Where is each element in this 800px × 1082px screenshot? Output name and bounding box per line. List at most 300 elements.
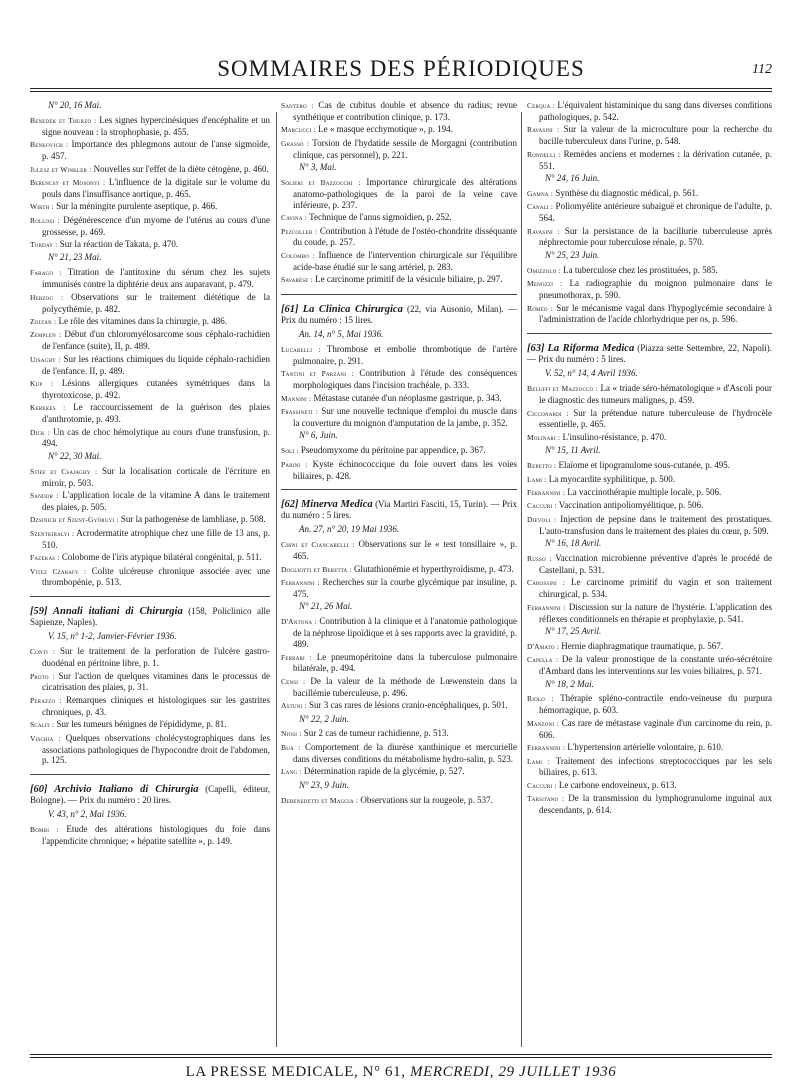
entry-authors: Capella : (527, 655, 559, 665)
entry-authors: Repetto : (527, 461, 557, 471)
header-rule (30, 88, 772, 89)
entry-authors: Ferrannini : (527, 602, 566, 612)
article-entry (30, 733, 270, 767)
article-entry (281, 212, 517, 224)
article-entry (281, 742, 517, 765)
entry-title: Sur la valeur de la microculture pour la recherche du bacille tuberculeux dans l'urine, p. 548. (539, 124, 772, 147)
issue-heading: N° 17, 25 Avril. (545, 625, 602, 636)
entry-authors: Conti : (30, 647, 56, 657)
entry-authors: Julesz et Winkler : (30, 164, 92, 174)
entry-authors: Farago : (30, 268, 62, 278)
entry-authors: Molinari : (527, 432, 561, 442)
issue-heading: V. 43, n° 2, Mai 1936. (48, 809, 127, 820)
article-entry (281, 700, 517, 712)
article-entry (281, 728, 517, 740)
article-entry (527, 641, 772, 653)
footer-date: MERCREDI, 29 JUILLET 1936 (409, 1064, 617, 1080)
article-entry (527, 226, 772, 249)
article-entry (281, 616, 517, 650)
entry-title: Elaïome et lipogranulome sous-cutanée, p. 495. (556, 460, 730, 471)
section-separator (281, 294, 517, 295)
entry-title: Sur les tumeurs bénignes de l'épididyme, p. 81. (54, 719, 227, 730)
entry-title: Sur la prétendue nature tuberculeuse de l'hydrocèle essentielle, p. 465. (539, 407, 772, 430)
entry-title: Comportement de la diurèse xanthinique et mercurielle dans diverses conditions du métabolisme hydro-salin, p. 523. (293, 741, 517, 764)
entry-authors: D'Amato : (527, 641, 560, 651)
article-entry (527, 303, 772, 326)
entry-title: La vaccinothérapie multiple locale, p. 506. (565, 486, 722, 497)
entry-authors: Stief et Csajaghy : (30, 466, 98, 476)
journal-number: [59] (30, 606, 48, 618)
entry-title: Le pneumopéritoine dans la tuberculose pulmonaire bilatérale, p. 494. (293, 651, 517, 674)
entry-authors: Benedek et Thurzo : (30, 115, 97, 125)
entry-authors: Grasso : (281, 138, 310, 148)
issue-heading: N° 6, Juin. (299, 430, 338, 441)
article-entry (281, 138, 517, 161)
journal-number: [62] (281, 499, 299, 511)
journal-details: (Capelli, éditeur, Bologne). — Prix du numéro : 20 lires. (30, 784, 270, 806)
entry-title: Remèdes anciens et modernes : la dérivation cutanée, p. 551. (539, 148, 772, 171)
entry-title: Titration de l'antitoxine du sérum chez les sujets immunisés contre la diphtérie deux ans auparavant, p. 479. (42, 267, 270, 290)
entry-authors: Roméo : (527, 303, 554, 313)
entry-title: De la valeur pronostique de la constante uréo-sécrétoire d'Ambard dans les interventions sur les voies biliaires, p. 571. (539, 654, 772, 677)
entry-title: Sur la réaction de Takata, p. 470. (57, 238, 179, 249)
entry-title: Métastase cutanée d'un néoplasme gastrique, p. 343. (311, 392, 502, 403)
column-divider (521, 112, 522, 1047)
entry-authors: Beluffi et Mazzocco : (527, 384, 598, 394)
article-entry (281, 274, 517, 286)
entry-title: Lésions allergiques cutanées symétriques dans la thyrotoxicose, p. 492. (42, 377, 270, 400)
entry-title: Hernie diaphragmatique traumatique, p. 567. (559, 640, 723, 651)
entry-title: Sur la pathogenèse de lambliase, p. 508. (118, 514, 266, 525)
entry-title: Sur la localisation corticale de l'écriture en miroir, p. 503. (42, 465, 270, 488)
column-1 (30, 100, 270, 1045)
article-entry (281, 795, 517, 807)
entry-title: Etude des altérations histologiques du foie dans l'appendicite chronique; « hépatite satellite », p. 149. (42, 824, 270, 847)
article-entry (30, 378, 270, 401)
entry-title: Le carbone endoveineux, p. 613. (556, 779, 677, 790)
entry-authors: Wirth : (30, 202, 54, 212)
entry-title: L'insulino-résistance, p. 470. (560, 431, 667, 442)
entry-title: Sur la méningite purulente aseptique, p. 466. (53, 201, 218, 212)
issue-heading: N° 15, 11 Avril. (545, 445, 601, 456)
entry-authors: Kerekes : (30, 403, 66, 413)
article-entry (30, 466, 270, 489)
article-entry (30, 646, 270, 669)
article-entry (281, 344, 517, 367)
article-entry (30, 566, 270, 589)
article-entry (30, 267, 270, 290)
footer-rule (30, 1054, 772, 1055)
entry-authors: Vischia : (30, 733, 61, 743)
entry-authors: Herzog : (30, 292, 64, 302)
article-entry (281, 445, 517, 457)
article-entry (281, 539, 517, 562)
article-entry (281, 564, 517, 576)
issue-heading: N° 22, 2 Juin. (299, 713, 349, 724)
entry-authors: Szentkiralyi : (30, 528, 75, 538)
entry-authors: Benkovich : (30, 140, 69, 150)
entry-authors: Mannini : (281, 393, 312, 403)
entry-authors: Vitez Czabafy : (30, 566, 87, 576)
article-entry (527, 100, 772, 123)
entry-authors: Sandor : (30, 491, 59, 501)
article-entry (281, 100, 517, 123)
entry-title: Contribution à la clinique et à l'anatomie pathologique de la néphrose lipoïdique et à ses rapports avec la gravidité, p. 489. (293, 616, 517, 650)
entry-title: La « triade séro-hématologique » d'Ascoli pour le diagnostic des tumeurs malignes, p. 459. (539, 383, 772, 406)
entry-authors: Russo : (527, 554, 552, 563)
issue-heading: N° 21, 26 Mai. (299, 601, 353, 612)
article-entry (281, 652, 517, 675)
journal-number: [61] (281, 304, 299, 316)
entry-authors: Proto : (30, 671, 55, 681)
entry-authors: Caccuri : (527, 780, 557, 790)
entry-title: Synthèse du diagnostic médical, p. 561. (553, 187, 699, 198)
entry-title: Sur le mécanisme vagal dans l'hypoglycémie secondaire à l'administration de l'acide chlorhydrique per os, p. 596. (539, 302, 772, 325)
entry-authors: Gamna : (527, 188, 554, 198)
article-entry (30, 354, 270, 377)
journal-name: Annali italiani di Chirurgia (53, 606, 183, 618)
entry-authors: Rollosi : (30, 215, 60, 225)
entry-authors: Parini : (281, 459, 308, 469)
article-entry (30, 239, 270, 251)
entry-authors: Perazzo : (30, 695, 62, 705)
entry-title: Kyste échinococcique du foie ouvert dans les voies biliaires, p. 428. (293, 458, 517, 481)
journal-heading (527, 343, 772, 365)
entry-authors: Zoltan : (30, 316, 57, 326)
entry-authors: Lami : (527, 756, 551, 766)
article-entry (30, 139, 270, 162)
entry-title: Thérapie spléno-contractile endo-veineuse du purpura hémorragique, p. 603. (539, 693, 772, 716)
article-entry (527, 201, 772, 224)
entry-authors: Frassineti : (281, 407, 319, 417)
entry-title: Technique de l'anus sigmoïdien, p. 252. (307, 212, 452, 223)
entry-authors: Scalfi : (30, 720, 55, 730)
article-entry (527, 149, 772, 172)
entry-title: Observations sur la rougeole, p. 537. (358, 794, 493, 805)
entry-authors: Lucarelli : (281, 345, 321, 354)
article-entry (527, 265, 772, 277)
entry-authors: Marcucci : (281, 125, 316, 135)
article-entry (30, 514, 270, 526)
journal-heading (30, 606, 270, 628)
entry-title: Thrombose et embolie thrombotique de l'artère pulmonaire, p. 291. (293, 344, 517, 366)
entry-title: Pseudomyxome du péritoine par appendice, p. 367. (298, 445, 486, 456)
entry-authors: Savarèse : (281, 275, 313, 285)
journal-number: [60] (30, 784, 48, 796)
article-entry (527, 460, 772, 472)
entry-authors: Ferrannini : (527, 487, 566, 497)
article-entry (30, 427, 270, 450)
article-entry (281, 250, 517, 273)
entry-title: Observations sur le traitement diététique de la polycythémie, p. 482. (42, 291, 270, 314)
issue-heading: V. 15, n° 1-2, Janvier-Février 1936. (48, 631, 177, 642)
entry-authors: Ferrannini : (527, 743, 566, 753)
article-entry (527, 514, 772, 537)
article-entry (30, 215, 270, 238)
entry-title: Torsion de l'hydatide sessile de Morgagni (contribution clinique, cas personnel), p. 221. (293, 137, 517, 160)
article-entry (30, 402, 270, 425)
entry-title: De la transmission du lymphogranulome inguinal aux descendants, p. 614. (539, 793, 772, 816)
entry-authors: Carossini : (527, 578, 565, 588)
entry-title: Nouvelles sur l'effet de la diète cétogène, p. 460. (91, 163, 269, 174)
entry-authors: Chini et Ciancarelli : (281, 540, 355, 550)
entry-title: Le carcinome primitif de la vésicule biliaire, p. 297. (312, 274, 503, 285)
entry-title: Observations sur le « test tonsillaire », p. 465. (293, 539, 517, 562)
entry-title: Cas rare de métastase vaginale d'un carcinome du rein, p. 606. (539, 717, 772, 740)
entry-authors: Solieri et Bazzocchi : (281, 177, 361, 187)
entry-authors: Cicconardi : (527, 408, 569, 418)
entry-title: La myocardite syphilitique, p. 500. (546, 473, 675, 484)
entry-title: Quelques observations cholécystographiques dans les associations pathologiques de l'hypocondre droit de l'abdomen, p. 125. (42, 732, 270, 766)
issue-heading: N° 22, 30 Mai. (48, 450, 102, 461)
article-entry (30, 719, 270, 731)
header-rule (30, 91, 772, 92)
entry-authors: Cerqua : (527, 101, 555, 110)
section-separator (281, 489, 517, 490)
page-footer (30, 1064, 772, 1081)
entry-authors: Santero : (281, 101, 314, 110)
article-entry (30, 490, 270, 513)
article-entry (30, 528, 270, 551)
article-entry (527, 718, 772, 741)
article-entry (30, 824, 270, 847)
column-divider (276, 112, 277, 1047)
entry-title: L'équivalent histaminique du sang dans diverses conditions pathologiques, p. 542. (539, 100, 772, 122)
entry-authors: Menozzi : (527, 279, 563, 289)
column-3 (527, 100, 772, 1045)
article-entry (527, 383, 772, 406)
article-entry (527, 124, 772, 147)
entry-authors: Berencsy et Mosonyi : (30, 177, 106, 187)
article-entry (527, 693, 772, 716)
entry-title: Vaccination microbienne préventive d'après le procédé de Castellani, p. 531. (539, 553, 772, 575)
entry-authors: D'Antona : (281, 617, 317, 627)
journal-details: (Via Martiri Fasciti, 15, Turin). — Prix du numéro : 5 lires. (281, 499, 517, 521)
article-entry (527, 654, 772, 677)
page-header (30, 56, 772, 86)
entry-title: Contribution à l'étude des conséquences morphologiques dans l'incision trachéale, p. 333. (293, 368, 517, 391)
entry-title: Cas de cubitus double et absence du radius; revue synthétique et contribution clinique, p. 173. (293, 100, 517, 122)
entry-authors: Ravasini : (527, 226, 560, 236)
entry-authors: Omizzolo : (527, 265, 561, 275)
entry-title: Le rôle des vitamines dans la chirurgie, p. 486. (56, 315, 228, 326)
entry-title: Sur le traitement de la perforation de l'ulcère gastro-duodénal en péritoine libre, p. 1. (42, 646, 270, 669)
article-entry (281, 577, 517, 600)
entry-authors: Tantini et Parzani : (281, 369, 354, 379)
article-entry (527, 793, 772, 816)
issue-heading: N° 3, Mai. (299, 162, 337, 173)
entry-title: Remarques cliniques et histologiques sur les gastrites chroniques, p. 43. (42, 694, 270, 717)
issue-heading: N° 20, 16 Mai. (48, 100, 102, 110)
article-entry (281, 676, 517, 699)
article-entry (527, 577, 772, 600)
entry-authors: Dogliotti et Beretta : (281, 564, 352, 574)
entry-title: Traitement des infections streptococciques par les sels biliaires, p. 613. (539, 755, 772, 778)
article-entry (30, 292, 270, 315)
entry-title: Discussion sur la nature de l'hystérie. L'application des réflexes conditionnels en thérapie et prophylaxie, p. 541. (539, 601, 772, 624)
entry-title: Début d'un chloromyélosarcome sous céphalo-rachidien de l'enfance (suite), II, p. 489. (42, 329, 270, 352)
entry-authors: Cavina : (281, 213, 308, 223)
entry-authors: Niosi : (281, 729, 302, 739)
section-separator (30, 596, 270, 597)
entry-authors: Bombi : (30, 825, 59, 835)
entry-authors: Caccuri : (527, 501, 557, 511)
entry-title: La tuberculose chez les prostituées, p. 585. (560, 264, 718, 275)
article-entry (527, 432, 772, 444)
issue-heading: An. 27, n° 20, 19 Mai 1936. (299, 524, 400, 535)
entry-authors: Zemplen : (30, 330, 62, 340)
journal-name: Minerva Medica (300, 499, 373, 511)
journal-heading (281, 304, 517, 326)
footer-journal: LA PRESSE MEDICALE, (185, 1064, 359, 1080)
entry-title: L'influence de la digitale sur le volume du pouls dans l'insuffisance aortique, p. 465. (42, 176, 270, 199)
article-entry (281, 766, 517, 778)
entry-title: Le raccourcissement de la guérison des plaies d'anthrotomie, p. 493. (42, 402, 270, 425)
section-separator (30, 774, 270, 775)
page-title: SOMMAIRES DES PÉRIODIQUES (217, 56, 585, 81)
entry-title: Glutathionémie et hyperthyroïdisme, p. 473. (351, 563, 514, 574)
article-entry (30, 329, 270, 352)
article-entry (281, 368, 517, 391)
entry-title: Dégénérescence d'un myome de l'utérus au cours d'une grossesse, p. 469. (42, 214, 270, 237)
entry-title: Colobome de l'iris atypique bilatéral congénital, p. 511. (59, 552, 262, 563)
entry-authors: Dick : (30, 427, 51, 437)
article-entry (281, 393, 517, 405)
entry-authors: Kup : (30, 378, 54, 388)
issue-heading: An. 14, n° 5, Mai 1936. (299, 329, 384, 340)
article-entry (30, 201, 270, 213)
journal-name: La Riforma Medica (547, 343, 635, 355)
section-separator (527, 333, 772, 334)
entry-title: Sur 3 cas rares de lésions cranio-encéphaliques, p. 501. (306, 700, 508, 711)
entry-title: Importance des phlegmons autour de l'anse sigmoïde, p. 457. (42, 139, 270, 162)
article-entry (30, 695, 270, 718)
entry-authors: Lami : (527, 474, 547, 484)
entry-title: Vaccination antipoliomyélitique, p. 506. (556, 500, 704, 511)
entry-title: Détermination rapide de la glycémie, p. 527. (301, 766, 465, 777)
journal-name: Archivio Italiano di Chirurgia (54, 784, 199, 796)
article-entry (30, 164, 270, 176)
entry-authors: Ujsaghy : (30, 354, 61, 364)
article-entry (527, 602, 772, 625)
journal-heading (30, 784, 270, 806)
entry-authors: Astuni : (281, 701, 307, 711)
article-entry (281, 459, 517, 482)
entry-title: L'hypertension artérielle volontaire, p. 610. (565, 742, 724, 753)
article-entry (527, 742, 772, 754)
entry-title: Sur l'action de quelques vitamines dans le processus de cicatrisation des plaies, p. 31. (42, 670, 270, 693)
issue-heading: N° 18, 2 Mai. (545, 678, 594, 689)
entry-title: Contribution à l'étude de l'ostéo-chondrite disséquante du coude, p. 257. (293, 225, 517, 248)
entry-authors: Fazekas : (30, 553, 60, 563)
entry-title: Injection de pepsine dans le traitement des prostatiques. L'auto-transfusion dans le traitement des plaies du cœur, p. 509. (539, 513, 772, 536)
entry-authors: Soli : (281, 446, 299, 456)
entry-authors: Manzoni : (527, 718, 560, 728)
article-entry (527, 756, 772, 779)
entry-title: Sur une nouvelle technique d'emploi du muscle dans la couverture du moignon d'amputation de la jambe, p. 352. (293, 406, 517, 428)
article-entry (281, 406, 517, 429)
entry-authors: Canali : (527, 202, 554, 212)
entry-authors: Dievoli : (527, 514, 557, 524)
entry-title: Un cas de choc hémolytique au cours d'une transfusion, p. 494. (42, 426, 270, 449)
entry-title: L'application locale de la vitamine A dans le traitement des plaies, p. 505. (42, 490, 270, 512)
entry-authors: Ravasini : (527, 125, 560, 135)
issue-heading: N° 21, 23 Mai. (48, 252, 102, 263)
entry-authors: Bua : (281, 742, 301, 752)
footer-rule (30, 1057, 772, 1058)
article-entry (30, 671, 270, 694)
entry-authors: Lang : (281, 767, 302, 777)
article-entry (527, 474, 772, 486)
article-entry (30, 316, 270, 328)
entry-authors: Torday : (30, 239, 58, 249)
entry-title: De la valeur de la méthode de Lœwenstein dans la bacillémie tuberculeuse, p. 496. (293, 675, 517, 698)
footer-issue: N° 61, (362, 1064, 406, 1080)
article-entry (527, 408, 772, 431)
article-entry (527, 553, 772, 576)
issue-heading: N° 25, 23 Juin. (545, 249, 600, 260)
journal-name: La Clinica Chirurgica (302, 304, 403, 316)
article-entry (527, 780, 772, 792)
entry-title: La radiographie du moignon pulmonaire dans le pneumothorax, p. 590. (539, 278, 772, 301)
journal-heading (281, 499, 517, 521)
entry-authors: Censi : (281, 676, 306, 686)
entry-title: Acrodermatite atrophique chez une fille de 13 ans, p. 510. (42, 527, 270, 550)
entry-title: Le « masque ecchymotique », p. 194. (315, 124, 453, 135)
issue-heading: N° 23, 9 Juin. (299, 779, 349, 790)
entry-authors: Debenedetti et Maggia : (281, 795, 359, 805)
journal-details: (158, Policlinico alle Sapienze, Naples). (30, 606, 270, 628)
article-entry (527, 188, 772, 200)
article-entry (281, 226, 517, 249)
entry-title: Les signes hypercinésiques d'encéphalite et un signe nouveau : la strophophasie, p. 455. (42, 114, 270, 137)
article-entry (527, 487, 772, 499)
entry-authors: Dzsinich et Szent-Györgyi : (30, 515, 119, 525)
issue-heading: V. 52, n° 14, 4 Avril 1936. (545, 368, 638, 379)
article-entry (281, 124, 517, 136)
entry-authors: Riolo : (527, 694, 554, 704)
article-entry (30, 177, 270, 200)
entry-title: Sur 2 cas de tumeur rachidienne, p. 513. (301, 728, 449, 739)
article-entry (30, 115, 270, 138)
issue-heading: N° 24, 16 Juin. (545, 172, 600, 183)
entry-title: Colite ulcéreuse chronique associée avec une thrombopénie, p. 513. (42, 565, 270, 588)
entry-title: Sur la persistance de la bacillurie tuberculeuse après néphrectomie pour tuberculose rénale, p. 570. (539, 225, 772, 248)
entry-authors: Rondelli : (527, 149, 561, 159)
entry-title: Poliomyélite antérieure subaiguë et chronique de l'adulte, p. 564. (539, 201, 772, 224)
entry-title: Sur les réactions chimiques du liquide céphalo-rachidien de l'enfance. II, p. 489. (42, 353, 270, 376)
entry-title: Recherches sur la courbe glycémique par insuline, p. 475. (293, 577, 517, 599)
article-entry (527, 278, 772, 301)
column-2 (281, 100, 517, 1045)
article-entry (527, 500, 772, 512)
entry-title: Le carcinome primitif du vagin et son traitement chirurgical, p. 534. (539, 577, 772, 600)
journal-number: [63] (527, 343, 545, 355)
entry-authors: Tarsitano : (527, 794, 565, 804)
entry-title: Influence de l'intervention chirurgicale sur l'équilibre acide-base étudié sur le sang artériel, p. 283. (293, 249, 517, 272)
entry-authors: Ferrannini : (281, 578, 320, 588)
page-number: 112 (752, 62, 772, 77)
article-entry (30, 552, 270, 564)
entry-title: Importance chirurgicale des altérations anatomo-pathologiques de la paroi de la veine cave inférieure, p. 237. (293, 176, 517, 210)
entry-authors: Colombo : (281, 250, 315, 260)
journal-details: (Piazza sette Settembre, 22, Napoli). — Prix du numéro : 5 lires. (527, 343, 772, 365)
issue-heading: N° 16, 18 Avril. (545, 538, 602, 549)
article-entry (281, 177, 517, 211)
entry-authors: Ferrari : (281, 652, 312, 662)
entry-authors: Pezcoller : (281, 226, 318, 236)
journal-details: (22, via Ausonio, Milan). — Prix du numéro : 15 lires. (281, 304, 517, 326)
